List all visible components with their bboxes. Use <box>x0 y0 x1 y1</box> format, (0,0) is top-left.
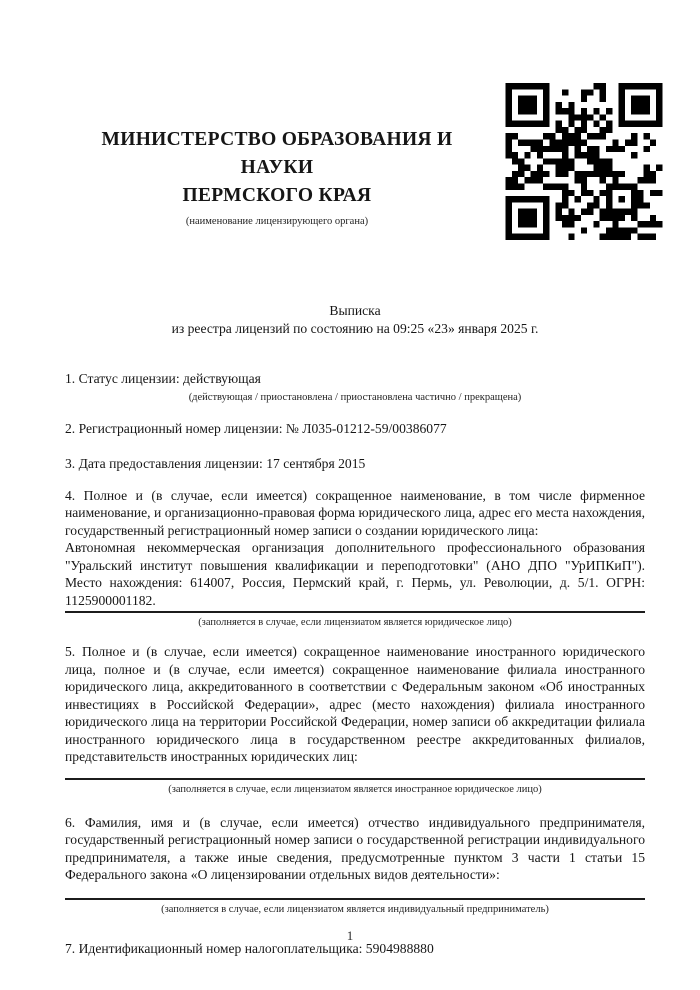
field-note: (заполняется в случае, если лицензиатом является иностранное юридическое лицо) <box>168 783 542 795</box>
field-note: (заполняется в случае, если лицензиатом является индивидуальный предприниматель) <box>161 903 549 915</box>
document-body <box>65 299 645 957</box>
field-individual-entrepreneur <box>65 814 645 916</box>
field-registration-number <box>65 420 645 438</box>
field-text: 3. Дата предоставления лицензии: 17 сентября 2015 <box>65 456 366 471</box>
field-note: (действующая / приостановлена / приостановлена частично / прекращена) <box>188 391 522 403</box>
blank-form-line <box>65 778 645 780</box>
page-number: 1 <box>346 928 354 943</box>
qr-code-icon <box>505 83 663 240</box>
ministry-name-line2: ПЕРМСКОГО КРАЯ <box>182 185 372 206</box>
field-text: 2. Регистрационный номер лицензии: № Л035-01212-59/00386077 <box>65 420 447 436</box>
field-grant-date <box>65 455 645 473</box>
field-text: 1. Статус лицензии: действующая <box>65 371 261 386</box>
blank-form-line <box>65 898 645 900</box>
field-note: (заполняется в случае, если лицензиатом является юридическое лицо) <box>198 617 512 628</box>
field-text: 7. Идентификационный номер налогоплательщика: 5904988880 <box>65 940 434 956</box>
document-title <box>65 302 645 337</box>
field-value: Автономная некоммерческая организация дополнительного профессионального образования "Уральский институт повышения квалификации и переподготовки" (АНО ДПО "УрИПКиП"). Место нахождения: 614007, Россия, Пермский край, г. Пермь, ул. Революции, д. 5/1. ОГРН: 1125900001182. <box>65 540 645 608</box>
document-title-line2: из реестра лицензий по состоянию на 09:25 «23» января 2025 г. <box>171 320 539 336</box>
licensing-authority-header <box>65 126 489 228</box>
ministry-name-line1: МИНИСТЕРСТВО ОБРАЗОВАНИЯ И НАУКИ <box>101 129 453 178</box>
field-foreign-entity <box>65 643 645 796</box>
field-legal-entity <box>65 487 645 630</box>
field-text: 6. Фамилия, имя и (в случае, если имеется) отчество индивидуального предпринимателя, государственный регистрационный номер записи о государственной регистрации индивидуального предпринимателя, а также иные сведения, предусмотренные пунктом 3 части 1 статьи 15 Федерального закона «О лицензировании отдельных видов деятельности»: <box>65 814 645 882</box>
document-title-line1: Выписка <box>329 303 381 318</box>
ministry-name <box>65 126 489 210</box>
field-license-status <box>65 370 645 404</box>
blank-form-line <box>65 611 645 613</box>
field-text: 4. Полное и (в случае, если имеется) сокращенное наименование, в том числе фирменное наименование, и организационно-правовая форма юридического лица, адрес его места нахождения, государственный регистрационный номер записи о создании юридического лица: <box>65 487 645 538</box>
field-text: 5. Полное и (в случае, если имеется) сокращенное наименование иностранного юридического лица, полное и (в случае, если имеется) сокращенное наименование филиала иностранного юридического лица, аккредитованного в соответствии с Федеральным законом «Об иностранных инвестициях в Российской Федерации», адрес (место нахождения) филиала иностранного юридического лица на территории Российской Федерации, номер записи об аккредитации филиала иностранного юридического лица в государственном реестре аккредитованных филиалов, представительств иностранных юридических лиц: <box>65 644 645 764</box>
authority-caption: (наименование лицензирующего органа) <box>185 216 369 227</box>
